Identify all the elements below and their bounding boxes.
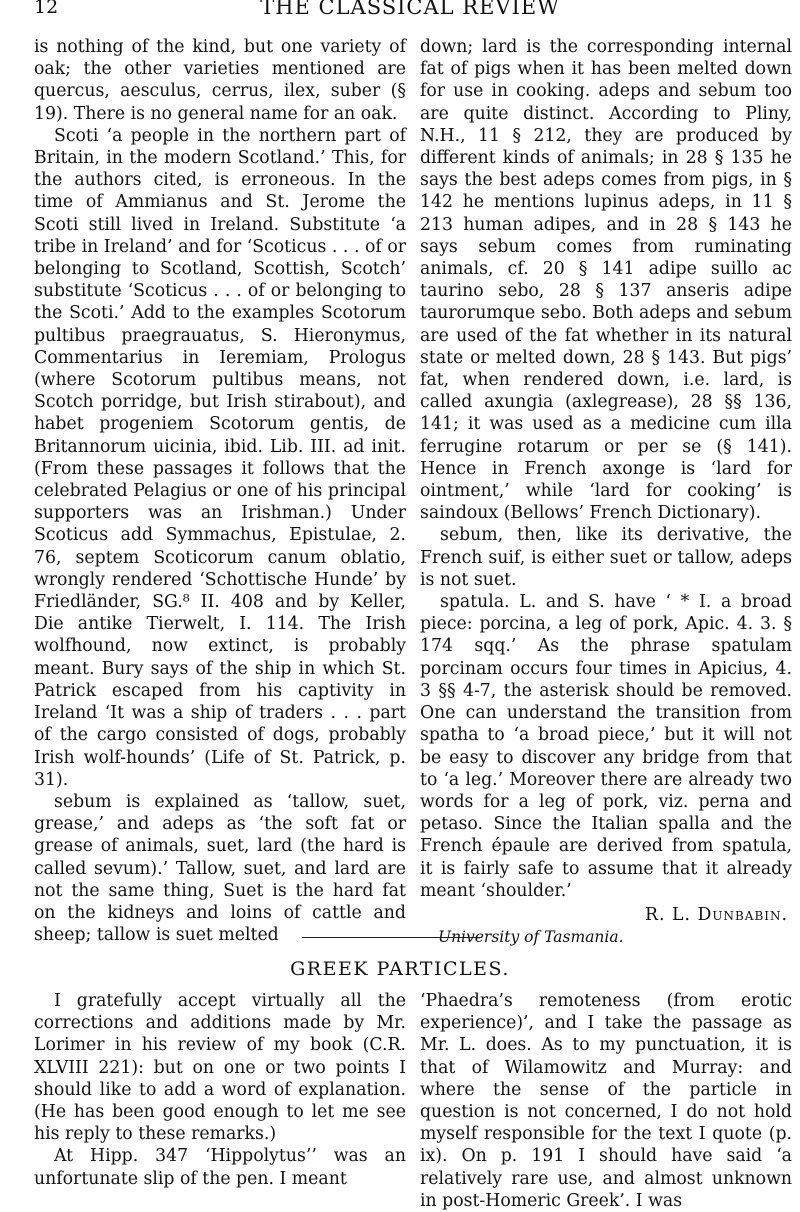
paragraph: Scoti ‘a people in the northern part of Britain, in the modern Scotland.’ This, for the authors cited, is erroneous. In the time of Ammianus and St. Jerome the Scoti still lived in Ireland. Substitute ‘a tribe in Ireland’ and for ‘Scoticus . . . of or belonging to Scotland, Scottish, Scotch’ substitute ‘Scoticus . . . of or belonging to the Scoti.’ Add to the examples Scotorum pultibus praegrauatus, S. Hieronymus, Commentarius in Ieremiam, Prologus (where Scotorum pultibus means, not Scotch porridge, but Irish stirabout), and habet progeniem Scotorum gentis, de Britannorum uicinia, ibid. Lib. III. ad init. (From these passages it follows that the celebrated Pelagius or one of his principal supporters was an Irishman.) Under Scoticus add Symmachus, Epistulae, 2. 76, septem Scoticorum canum oblatio, wrongly rendered ‘Schottische Hunde’ by Friedländer, SG.⁸ II. 408 and by Keller, Die antike Tierwelt, I. 114. The Irish wolfhound, now extinct, is probably meant. Bury says of the ship in which St. Patrick escaped from his captivity in Ireland ‘It was a ship of traders . . . part of the cargo consisted of dogs, probably Irish wolf-hounds’ (Life of St. Patrick, p. 31).	[34, 125, 406, 790]
paragraph: spatula. L. and S. have ‘ * I. a broad piece: porcina, a leg of pork, Apic. 4. 3. § 174 sqq.’ As the phrase spatulam porcinam occurs four times in Apicius, 4. 3 §§ 4-7, the asterisk should be removed. One can understand the transition from spatha to ‘a broad piece,’ but it will not be easy to discover any bridge from that to ‘a leg.’ Moreover there are already two words for a leg of pork, viz. perna and petaso. Since the Italian spalla and the French épaule are derived from spatula, it is fairly safe to assume that it already meant ‘shoulder.’	[420, 592, 792, 901]
paragraph: I gratefully accept virtually all the corrections and additions made by Mr. Lorimer in his review of my book (C.R. XLVIII 221): but on one or two points I should like to add a word of explanation. (He has been good enough to let me see his reply to these remarks.)	[34, 991, 406, 1145]
left-column	[34, 36, 406, 946]
bottom-left-column	[34, 990, 406, 1190]
paragraph: is nothing of the kind, but one variety of oak; the other varieties mentioned are quercus, aesculus, cerrus, ilex, suber (§ 19). There is no general name for an oak.	[34, 37, 406, 124]
paragraph: At Hipp. 347 ‘Hippolytus’’ was an unfortunate slip of the pen. I meant	[34, 1146, 406, 1189]
section-divider	[302, 937, 482, 938]
section-title: GREEK PARTICLES.	[290, 958, 510, 980]
bottom-right-column	[420, 990, 792, 1212]
right-column	[420, 36, 792, 948]
paragraph: down; lard is the corresponding internal fat of pigs when it has been melted down for use in cooking. adeps and sebum too are quite distinct. According to Pliny, N.H., 11 § 212, they are produced by different kinds of animals; in 28 § 135 he says the best adeps comes from pigs, in § 142 he mentions lupinus adeps, in 11 § 213 human adipes, and in 28 § 143 he says sebum comes from ruminating animals, cf. 20 § 141 adipe suillo ac taurino sebo, 28 § 137 anseris adipe taurorumque sebo. Both adeps and sebum are used of the fat whether in its natural state or melted down, 28 § 143. But pigs’ fat, when rendered down, i.e. lard, is called axungia (axlegrease), 28 §§ 136, 141; it was used as a medicine cum illa ferrugine rotarum or per se (§ 141). Hence in French axonge is ‘lard for ointment,’ while ‘lard for cooking’ is saindoux (Bellows’ French Dictionary).	[420, 37, 792, 524]
page-header	[0, 0, 800, 24]
author-signature: R. L. Dunbabin.	[645, 904, 788, 925]
paragraph: sebum is explained as ‘tallow, suet, grease,’ and adeps as ‘the soft fat or grease of animals, suet, lard (the hard is called sevum).’ Tallow, suet, and lard are not the same thing, Suet is the hard fat on the kidneys and loins of cattle and sheep; tallow is suet melted	[34, 791, 406, 946]
page-number: 12	[34, 0, 59, 18]
author-affiliation: University of Tasmania.	[438, 928, 624, 947]
paragraph: sebum, then, like its derivative, the French suif, is either suet or tallow, adeps is not suet.	[420, 525, 792, 590]
paragraph: ‘Phaedra’s remoteness (from erotic experience)’, and I take the passage as Mr. L. does. As to my punctuation, it is that of Wilamowitz and Murray: and where the sense of the particle in question is not concerned, I do not hold myself responsible for the text I quote (p. ix). On p. 191 I should have said ‘a relatively rare use, and almost unknown in post-Homeric Greek’. I was	[420, 991, 792, 1211]
running-title: THE CLASSICAL REVIEW	[260, 0, 560, 19]
